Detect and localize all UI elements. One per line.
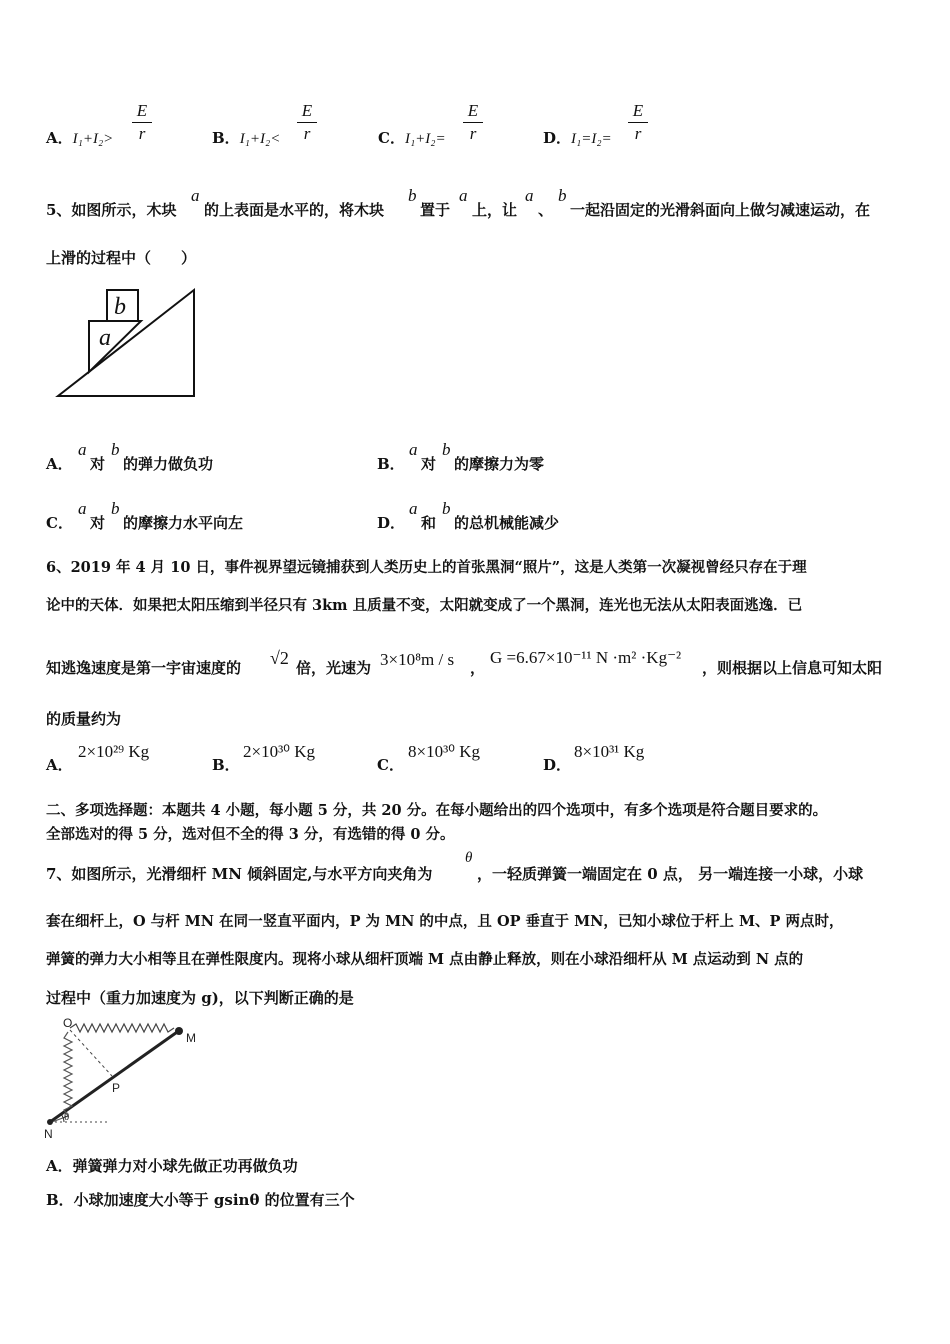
label-o: O (63, 1016, 73, 1030)
q5-opt-d-mid: 和 (421, 514, 437, 532)
q6-option-a[interactable]: A． (46, 756, 73, 774)
q5-opt-b-var-a: a (409, 440, 418, 459)
q7-option-a[interactable]: A．弹簧弹力对小球先做正功再做负功 (46, 1157, 298, 1175)
q4-option-a-fraction: $\frac{E}{r}$ (132, 100, 152, 145)
q5-option-d[interactable]: D． (377, 514, 406, 532)
q5-opt-c-tail: 的摩擦力水平向左 (123, 514, 244, 532)
q7-line-1b: ，一轻质弹簧一端固定在 0 点， 另一端连接一小球，小球 (477, 865, 864, 883)
q6-option-d-value: 8×10³¹ Kg (574, 742, 645, 761)
q6-gravitational-constant: G =6.67×10⁻¹¹ N ·m² ·Kg⁻² (490, 648, 682, 667)
q5-opt-a-var-b: b (111, 440, 120, 459)
q5-text-2: 的上表面是水平的，将木块 (204, 201, 385, 219)
q7-option-b[interactable]: B．小球加速度大小等于 gsinθ 的位置有三个 (46, 1191, 355, 1209)
q5-opt-b-mid: 对 (421, 455, 437, 473)
q4-option-b[interactable]: B．I₁+I₂< (212, 129, 281, 147)
spring-horizontal (70, 1024, 174, 1032)
q5-option-b[interactable]: B． (377, 455, 405, 473)
q5-var-b-2: b (558, 186, 567, 205)
q5-opt-c-mid: 对 (90, 514, 106, 532)
block-b-label: b (114, 294, 126, 320)
q4-option-a[interactable]: A．I₁+I₂> (46, 129, 114, 147)
q5-opt-a-var-a: a (78, 440, 87, 459)
q6-sqrt-2: √2 (270, 648, 289, 668)
q5-text-6: 一起沿固定的光滑斜面向上做匀减速运动，在 (570, 201, 871, 219)
q6-line-3a: 知逃逸速度是第一宇宙速度的 (46, 659, 242, 677)
op-dashed-line (70, 1030, 112, 1076)
q6-light-speed: 3×10⁸m / s (380, 650, 455, 669)
q5-opt-c-var-a: a (78, 499, 87, 518)
q5-opt-a-tail: 的弹力做负功 (123, 455, 214, 473)
section-2-line-2: 全部选对的得 5 分，选对但不全的得 3 分，有选错的得 0 分。 (46, 826, 455, 843)
block-a (89, 321, 141, 372)
q5-var-b: b (408, 186, 417, 205)
q6-option-b-value: 2×10³⁰ Kg (243, 742, 316, 761)
q7-line-1a: 7、如图所示，光滑细杆 MN 倾斜固定,与水平方向夹角为 (46, 865, 433, 883)
q4-option-b-fraction: $\frac{E}{r}$ (297, 100, 317, 145)
q6-option-c[interactable]: C． (377, 756, 404, 774)
q6-comma: ， (470, 659, 486, 677)
label-m: M (186, 1031, 196, 1045)
q5-incline-figure (52, 282, 202, 404)
label-p: P (112, 1081, 121, 1095)
q5-var-a-3: a (525, 186, 534, 205)
q5-opt-d-var-a: a (409, 499, 418, 518)
q5-opt-b-tail: 的摩擦力为零 (454, 455, 545, 473)
label-theta: θ (64, 1111, 70, 1123)
ball-m (175, 1027, 183, 1035)
q6-line-4: 的质量约为 (46, 710, 122, 728)
point-n (47, 1119, 53, 1125)
section-2-line-1: 二、多项选择题：本题共 4 小题，每小题 5 分，共 20 分。在每小题给出的四个选项中，有多个选项是符合题目要求的。 (46, 802, 828, 819)
q6-line-1: 6、2019 年 4 月 10 日，事件视界望远镜捕获到人类历史上的首张黑洞“照片”，这是人类第一次凝视曾经只存在于理 (46, 559, 807, 576)
q4-option-d[interactable]: D．I₁=I₂= (543, 129, 612, 147)
q5-opt-d-tail: 的总机械能减少 (454, 514, 560, 532)
q5-var-a: a (191, 186, 200, 205)
q7-line-2: 套在细杆上，O 与杆 MN 在同一竖直平面内，P 为 MN 的中点，且 OP 垂直于 MN，已知小球位于杆上 M、P 两点时， (46, 913, 844, 930)
q6-line-3b: 倍，光速为 (296, 659, 372, 677)
q6-option-b[interactable]: B． (212, 756, 240, 774)
q5-text-1: 5、如图所示，木块 (46, 201, 177, 219)
q5-opt-b-var-b: b (442, 440, 451, 459)
q7-rod-spring-figure (40, 1012, 210, 1142)
q5-opt-a-mid: 对 (90, 455, 106, 473)
q5-option-c[interactable]: C． (46, 514, 73, 532)
q5-opt-d-var-b: b (442, 499, 451, 518)
q5-opt-c-var-b: b (111, 499, 120, 518)
q7-line-3: 弹簧的弹力大小相等且在弹性限度内。现将小球从细杆顶端 M 点由静止释放，则在小球沿细杆从 M 点运动到 N 点的 (46, 951, 804, 968)
q6-line-2: 论中的天体．如果把太阳压缩到半径只有 3km 且质量不变，太阳就变成了一个黑洞，连光也无法从太阳表面逃逸．已 (46, 597, 803, 614)
q5-var-a-2: a (459, 186, 468, 205)
q7-line-4: 过程中（重力加速度为 g)，以下判断正确的是 (46, 989, 354, 1007)
q6-option-c-value: 8×10³⁰ Kg (408, 742, 481, 761)
block-a-label: a (99, 325, 111, 351)
q6-option-d[interactable]: D． (543, 756, 572, 774)
q7-theta: θ (465, 850, 473, 866)
q5-text-3: 置于 (420, 201, 451, 219)
q5-text-5: 、 (538, 201, 554, 219)
q5-text-4: 上，让 (472, 201, 518, 219)
q6-line-3c: ，则根据以上信息可知太阳 (702, 659, 883, 677)
q5-text-line2: 上滑的过程中（ ） (46, 249, 197, 267)
label-n: N (44, 1127, 53, 1141)
q4-option-c-fraction: $\frac{E}{r}$ (463, 100, 483, 145)
q4-option-c[interactable]: C．I₁+I₂= (378, 129, 446, 147)
q5-option-a[interactable]: A． (46, 455, 73, 473)
q4-option-d-fraction: $\frac{E}{r}$ (628, 100, 648, 145)
q6-option-a-value: 2×10²⁹ Kg (78, 742, 150, 761)
